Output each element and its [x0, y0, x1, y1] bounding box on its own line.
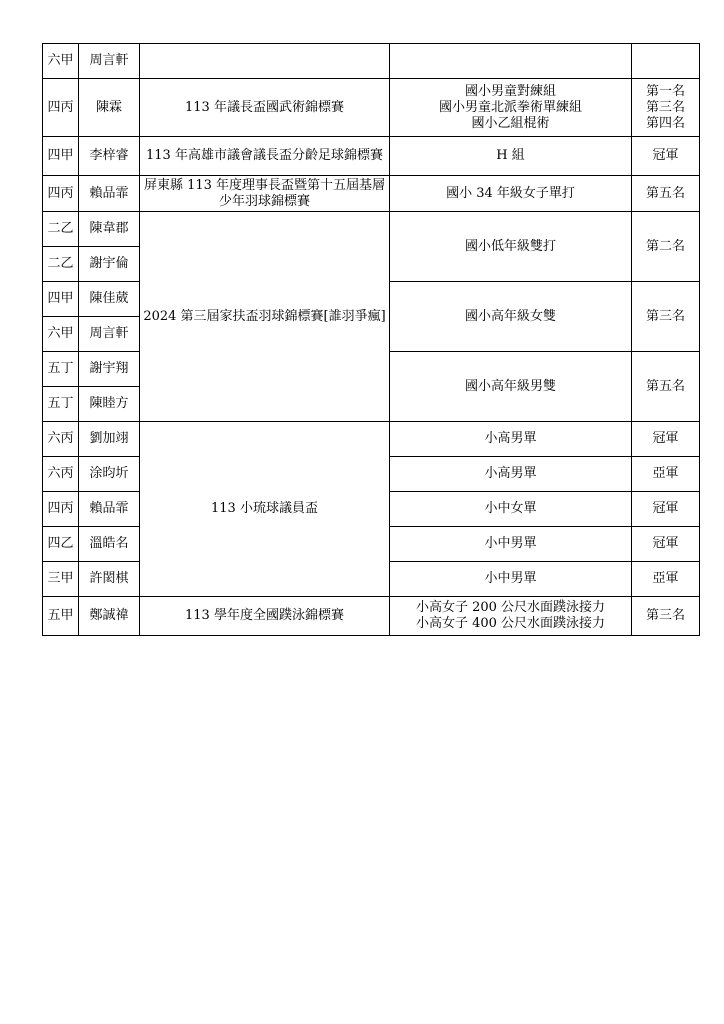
- table-row: [43, 79, 700, 137]
- class-cell: 五丁: [43, 387, 79, 422]
- rank-cell: [632, 44, 700, 79]
- name-cell: 許閎棋: [79, 562, 140, 597]
- name-cell: 周言軒: [79, 317, 140, 352]
- item-cell: [390, 44, 632, 79]
- item-cell: 國小低年級雙打: [390, 212, 632, 282]
- table-row: [43, 137, 700, 176]
- rank-cell: 冠軍: [632, 527, 700, 562]
- name-cell: 周言軒: [79, 44, 140, 79]
- item-cell: H 組: [390, 137, 632, 176]
- awards-table: [42, 43, 700, 636]
- table-row: [43, 422, 700, 457]
- table-row: [43, 597, 700, 636]
- class-cell: 四甲: [43, 282, 79, 317]
- class-cell: 六甲: [43, 44, 79, 79]
- class-cell: 四甲: [43, 137, 79, 176]
- class-cell: 五丁: [43, 352, 79, 387]
- class-cell: 五甲: [43, 597, 79, 636]
- name-cell: 陳睦方: [79, 387, 140, 422]
- event-cell: 113 年高雄市議會議長盃分齡足球錦標賽: [140, 137, 390, 176]
- class-cell: 二乙: [43, 247, 79, 282]
- name-cell: 陳霖: [79, 79, 140, 137]
- item-cell: 小高男單: [390, 422, 632, 457]
- name-cell: 劉加翊: [79, 422, 140, 457]
- name-cell: 陳佳葳: [79, 282, 140, 317]
- item-cell: 國小 34 年級女子單打: [390, 176, 632, 212]
- rank-cell: 第五名: [632, 176, 700, 212]
- item-cell: 小中女單: [390, 492, 632, 527]
- item-cell: 國小高年級男雙: [390, 352, 632, 422]
- item-cell: 小中男單: [390, 527, 632, 562]
- class-cell: 四乙: [43, 527, 79, 562]
- class-cell: 三甲: [43, 562, 79, 597]
- name-cell: 鄭誠禕: [79, 597, 140, 636]
- rank-cell: 亞軍: [632, 457, 700, 492]
- table-row: [43, 176, 700, 212]
- item-cell: 國小高年級女雙: [390, 282, 632, 352]
- class-cell: 四丙: [43, 79, 79, 137]
- class-cell: 二乙: [43, 212, 79, 247]
- rank-cell: 冠軍: [632, 492, 700, 527]
- item-cell: 小高男單: [390, 457, 632, 492]
- name-cell: 謝宇翔: [79, 352, 140, 387]
- event-cell: 113 年議長盃國武術錦標賽: [140, 79, 390, 137]
- class-cell: 四丙: [43, 492, 79, 527]
- rank-cell: 第二名: [632, 212, 700, 282]
- table-row: [43, 44, 700, 79]
- name-cell: 李梓睿: [79, 137, 140, 176]
- event-cell: 2024 第三屆家扶盃羽球錦標賽[誰羽爭瘋]: [140, 212, 390, 422]
- class-cell: 六丙: [43, 457, 79, 492]
- name-cell: 賴品霏: [79, 176, 140, 212]
- class-cell: 六甲: [43, 317, 79, 352]
- name-cell: 溫皓名: [79, 527, 140, 562]
- rank-cell: 亞軍: [632, 562, 700, 597]
- item-cell: 小高女子 200 公尺水面蹼泳接力 小高女子 400 公尺水面蹼泳接力: [390, 597, 632, 636]
- rank-cell: 第五名: [632, 352, 700, 422]
- name-cell: 賴品霏: [79, 492, 140, 527]
- event-cell: 113 小琉球議員盃: [140, 422, 390, 597]
- name-cell: 陳韋郡: [79, 212, 140, 247]
- item-cell: 國小男童對練組 國小男童北派拳術單練組 國小乙組棍術: [390, 79, 632, 137]
- class-cell: 四丙: [43, 176, 79, 212]
- table-row: [43, 212, 700, 247]
- item-cell: 小中男單: [390, 562, 632, 597]
- rank-cell: 冠軍: [632, 422, 700, 457]
- name-cell: 涂昀圻: [79, 457, 140, 492]
- rank-cell: 第一名 第三名 第四名: [632, 79, 700, 137]
- rank-cell: 第三名: [632, 597, 700, 636]
- event-cell: 113 學年度全國蹼泳錦標賽: [140, 597, 390, 636]
- name-cell: 謝宇倫: [79, 247, 140, 282]
- rank-cell: 冠軍: [632, 137, 700, 176]
- rank-cell: 第三名: [632, 282, 700, 352]
- class-cell: 六丙: [43, 422, 79, 457]
- event-cell: 屏東縣 113 年度理事長盃暨第十五屆基層少年羽球錦標賽: [140, 176, 390, 212]
- event-cell: [140, 44, 390, 79]
